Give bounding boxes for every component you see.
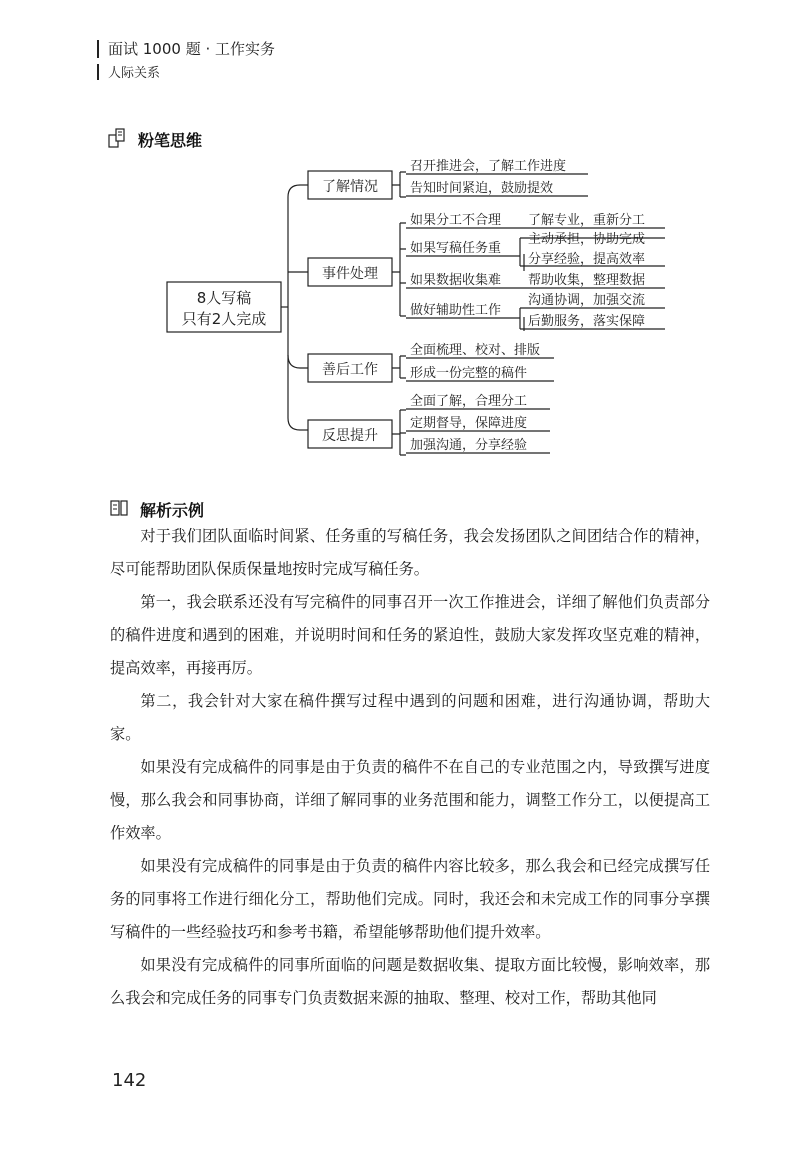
- leaf-text: 帮助收集，整理数据: [528, 273, 646, 288]
- leaf-text: 全面梳理、校对、排版: [410, 343, 541, 358]
- page-number: 142: [112, 1070, 147, 1091]
- leaf-text: 分享经验，提高效率: [528, 252, 646, 267]
- condition-text: 如果分工不合理: [410, 213, 502, 228]
- analysis-section-icon: [110, 498, 128, 518]
- mindmap-diagram: [0, 0, 800, 480]
- analysis-body: [110, 520, 710, 1015]
- branch-label-handle: 事件处理: [322, 266, 378, 282]
- mindmap-root-line-1: 8人写稿: [196, 289, 252, 307]
- book-title: 面试 1000 题 · 工作实务: [108, 40, 276, 58]
- paragraph: 如果没有完成稿件的同事是由于负责的稿件不在自己的专业范围之内，导致撰写进度慢，那么我会和同事协商，详细了解同事的业务范围和能力，调整工作分工，以便提高工作效率。: [110, 758, 710, 842]
- leaf-text: 召开推进会，了解工作进度: [410, 159, 567, 174]
- branch-label-aftermath: 善后工作: [322, 362, 378, 378]
- paragraph: 对于我们团队面临时间紧、任务重的写稿任务，我会发扬团队之间团结合作的精神，尽可能帮助团队保质保量地按时完成写稿任务。: [110, 527, 710, 578]
- leaf-text: 定期督导，保障进度: [410, 416, 528, 431]
- paragraph: 如果没有完成稿件的同事所面临的问题是数据收集、提取方面比较慢，影响效率，那么我会和完成任务的同事专门负责数据来源的抽取、整理、校对工作，帮助其他同: [110, 956, 710, 1007]
- paragraph: 第二，我会针对大家在稿件撰写过程中遇到的问题和困难，进行沟通协调，帮助大家。: [110, 692, 710, 743]
- analysis-section-title: 解析示例: [140, 501, 205, 520]
- branch-label-understand: 了解情况: [322, 179, 378, 195]
- leaf-text: 主动承担，协助完成: [528, 232, 646, 247]
- leaf-text: 后勤服务，落实保障: [528, 314, 646, 329]
- leaf-text: 沟通协调，加强交流: [528, 293, 646, 308]
- mindmap-root-line-2: 只有2人完成: [181, 310, 267, 328]
- leaf-text: 告知时间紧迫，鼓励提效: [410, 181, 554, 196]
- leaf-text: 了解专业，重新分工: [528, 213, 646, 228]
- branch-label-reflect: 反思提升: [322, 428, 378, 444]
- condition-text: 如果写稿任务重: [410, 241, 502, 256]
- condition-text: 做好辅助性工作: [410, 303, 502, 318]
- paragraph: 如果没有完成稿件的同事是由于负责的稿件内容比较多，那么我会和已经完成撰写任务的同事将工作进行细化分工，帮助他们完成。同时，我还会和未完成工作的同事分享撰写稿件的一些经验技巧和参考书籍，希望能够帮助他们提升效率。: [110, 857, 710, 941]
- leaf-text: 全面了解，合理分工: [410, 394, 528, 409]
- chapter-name: 人际关系: [108, 66, 161, 81]
- mindmap-section-title: 粉笔思维: [138, 131, 203, 150]
- leaf-text: 形成一份完整的稿件: [410, 366, 528, 381]
- leaf-text: 加强沟通，分享经验: [410, 438, 528, 453]
- paragraph: 第一，我会联系还没有写完稿件的同事召开一次工作推进会，详细了解他们负责部分的稿件进度和遇到的困难，并说明时间和任务的紧迫性，鼓励大家发挥攻坚克难的精神，提高效率，再接再厉。: [110, 593, 710, 677]
- condition-text: 如果数据收集难: [410, 273, 502, 288]
